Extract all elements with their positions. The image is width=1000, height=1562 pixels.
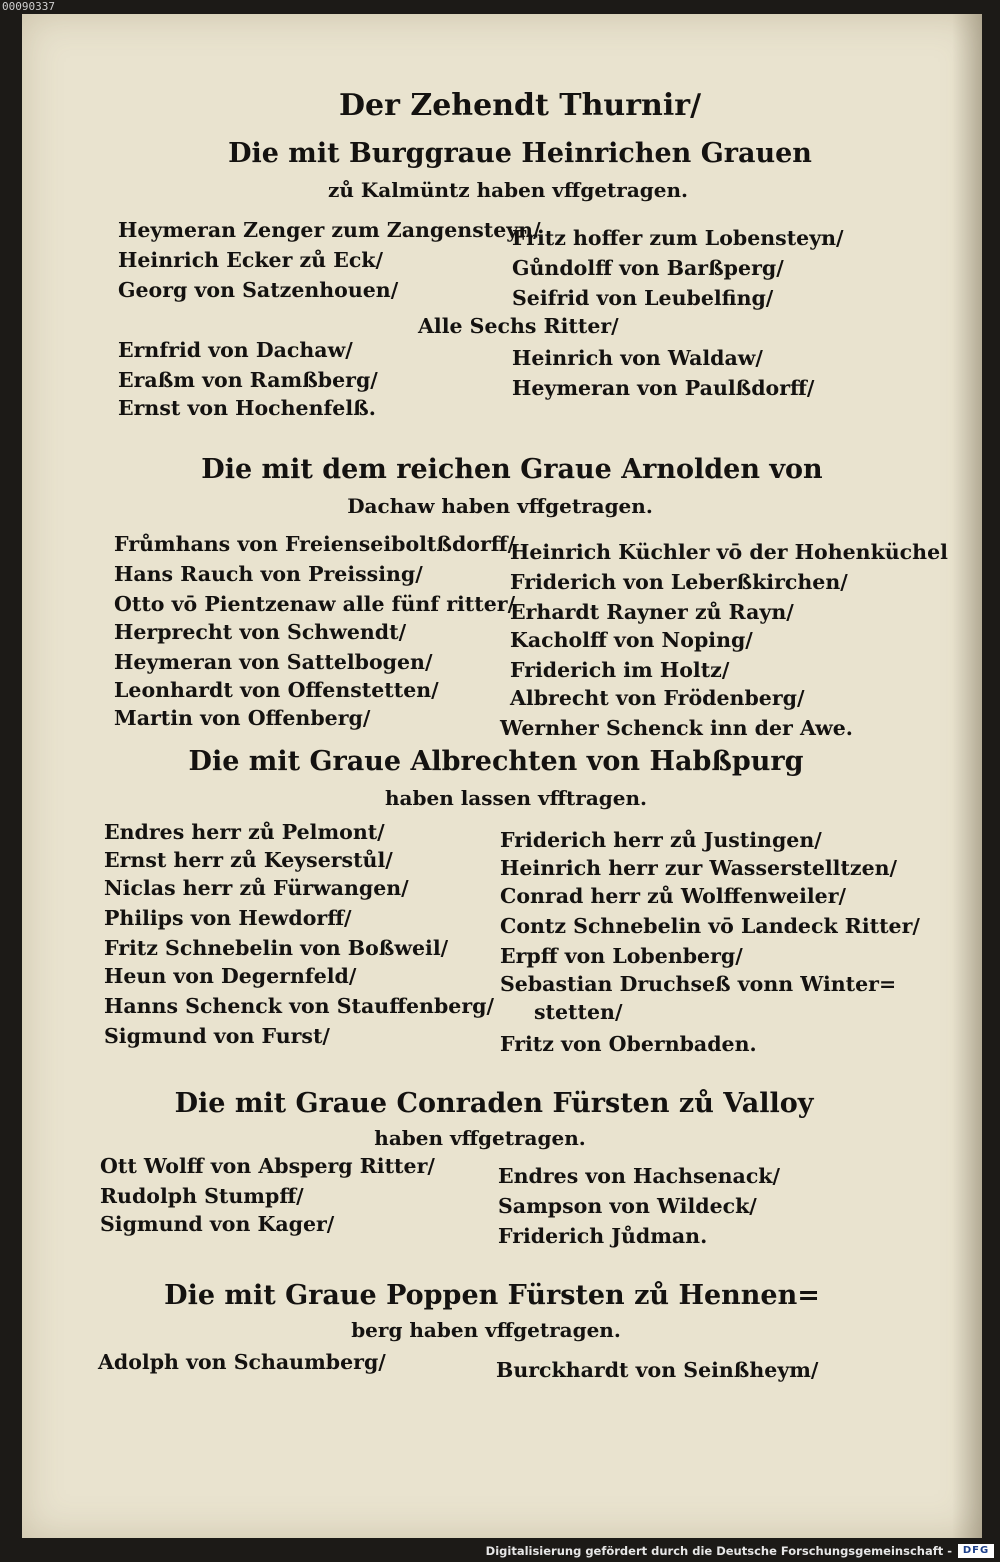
section-3-left-name-1: Endres herr zů Pelmont/ xyxy=(104,820,385,844)
section-1-center-note: Alle Sechs Ritter/ xyxy=(418,314,619,338)
section-1-left2-name-2: Eraßm von Ramßberg/ xyxy=(118,368,378,392)
section-2-left-name-4: Herprecht von Schwendt/ xyxy=(114,620,407,644)
section-4-subheading: haben vffgetragen. xyxy=(374,1126,586,1150)
section-5-heading: Die mit Graue Poppen Fürsten zů Hennen= xyxy=(164,1280,820,1311)
section-2-left-name-5: Heymeran von Sattelbogen/ xyxy=(114,650,433,674)
section-2-subheading: Dachaw haben vffgetragen. xyxy=(347,494,653,518)
section-3-left-name-4: Philips von Hewdorff/ xyxy=(104,906,352,930)
section-3-left-name-2: Ernst herr zů Keyserstůl/ xyxy=(104,848,393,872)
section-3-heading: Die mit Graue Albrechten von Habßpurg xyxy=(188,746,804,777)
section-3-right-name-4: Contz Schnebelin vō Landeck Ritter/ xyxy=(500,914,920,938)
section-1-right-name-3: Seifrid von Leubelfing/ xyxy=(512,286,774,310)
section-2-left-name-2: Hans Rauch von Preissing/ xyxy=(114,562,423,586)
section-2-left-name-7: Martin von Offenberg/ xyxy=(114,706,371,730)
section-1-left-name-1: Heymeran Zenger zum Zangensteyn/ xyxy=(118,218,541,242)
section-2-right-name-4: Kacholff von Noping/ xyxy=(510,628,753,652)
section-3-right-name-7: stetten/ xyxy=(534,1000,623,1024)
section-4-heading: Die mit Graue Conraden Fürsten zů Valloy xyxy=(174,1088,814,1119)
section-1-subheading: zů Kalmüntz haben vffgetragen. xyxy=(327,178,689,202)
section-4-left-name-1: Ott Wolff von Absperg Ritter/ xyxy=(100,1154,435,1178)
section-2-left-name-3: Otto vō Pientzenaw alle fünf ritter/ xyxy=(114,592,516,616)
page-title: Der Zehendt Thurnir/ xyxy=(338,88,702,123)
section-3-right-name-6: Sebastian Druchseß vonn Winter= xyxy=(500,972,897,996)
section-3-left-name-6: Heun von Degernfeld/ xyxy=(104,964,357,988)
section-1-left2-name-1: Ernfrid von Dachaw/ xyxy=(118,338,353,362)
section-2-right-name-7: Wernher Schenck inn der Awe. xyxy=(500,716,853,740)
page-content xyxy=(22,14,982,1538)
section-2-right-name-2: Friderich von Leberßkirchen/ xyxy=(510,570,848,594)
section-3-right-name-3: Conrad herr zů Wolffenweiler/ xyxy=(500,884,846,908)
section-2-heading: Die mit dem reichen Graue Arnolden von xyxy=(201,454,823,485)
section-3-left-name-7: Hanns Schenck von Stauffenberg/ xyxy=(104,994,494,1018)
section-2-right-name-3: Erhardt Rayner zů Rayn/ xyxy=(510,600,794,624)
section-4-right-name-1: Endres von Hachsenack/ xyxy=(498,1164,780,1188)
section-4-left-name-3: Sigmund von Kager/ xyxy=(100,1212,335,1236)
section-1-right-name-2: Gůndolff von Barßperg/ xyxy=(512,256,784,280)
section-1-left2-name-3: Ernst von Hochenfelß. xyxy=(118,396,376,420)
section-3-subheading: haben lassen vfftragen. xyxy=(384,786,648,810)
image-id-label: 00090337 xyxy=(2,0,55,13)
section-4-right-name-2: Sampson von Wildeck/ xyxy=(498,1194,757,1218)
section-3-right-name-8: Fritz von Obernbaden. xyxy=(500,1032,757,1056)
dfg-logo: DFG xyxy=(958,1544,994,1558)
section-2-left-name-1: Frůmhans von Freienseiboltßdorff/ xyxy=(114,532,516,556)
section-1-left-name-3: Georg von Satzenhouen/ xyxy=(118,278,399,302)
section-1-right-name-1: Fritz hoffer zum Lobensteyn/ xyxy=(512,226,844,250)
footer-credit-text: Digitalisierung gefördert durch die Deutsche Forschungsgemeinschaft - xyxy=(485,1544,952,1558)
section-1-heading: Die mit Burggraue Heinrichen Grauen xyxy=(228,138,812,169)
section-2-right-name-6: Albrecht von Frödenberg/ xyxy=(510,686,805,710)
section-1-right2-name-1: Heinrich von Waldaw/ xyxy=(512,346,763,370)
section-3-left-name-3: Niclas herr zů Fürwangen/ xyxy=(104,876,409,900)
section-1-right2-name-2: Heymeran von Paulßdorff/ xyxy=(512,376,815,400)
section-5-right-name-1: Burckhardt von Seinßheym/ xyxy=(496,1358,819,1382)
section-2-left-name-6: Leonhardt von Offenstetten/ xyxy=(114,678,439,702)
section-3-right-name-5: Erpff von Lobenberg/ xyxy=(500,944,743,968)
section-3-left-name-5: Fritz Schnebelin von Boßweil/ xyxy=(104,936,449,960)
section-4-left-name-2: Rudolph Stumpff/ xyxy=(100,1184,304,1208)
section-5-subheading: berg haben vffgetragen. xyxy=(351,1318,621,1342)
section-3-left-name-8: Sigmund von Furst/ xyxy=(104,1024,330,1048)
section-5-left-name-1: Adolph von Schaumberg/ xyxy=(98,1350,386,1374)
section-4-right-name-3: Friderich Jůdman. xyxy=(498,1224,708,1248)
section-3-right-name-2: Heinrich herr zur Wasserstelltzen/ xyxy=(500,856,898,880)
section-2-right-name-1: Heinrich Küchler vō der Hohenküchel xyxy=(510,540,948,564)
book-page xyxy=(22,14,982,1538)
section-3-right-name-1: Friderich herr zů Justingen/ xyxy=(500,828,822,852)
footer-bar xyxy=(0,1541,1000,1562)
section-2-right-name-5: Friderich im Holtz/ xyxy=(510,658,730,682)
section-1-left-name-2: Heinrich Ecker zů Eck/ xyxy=(118,248,383,272)
